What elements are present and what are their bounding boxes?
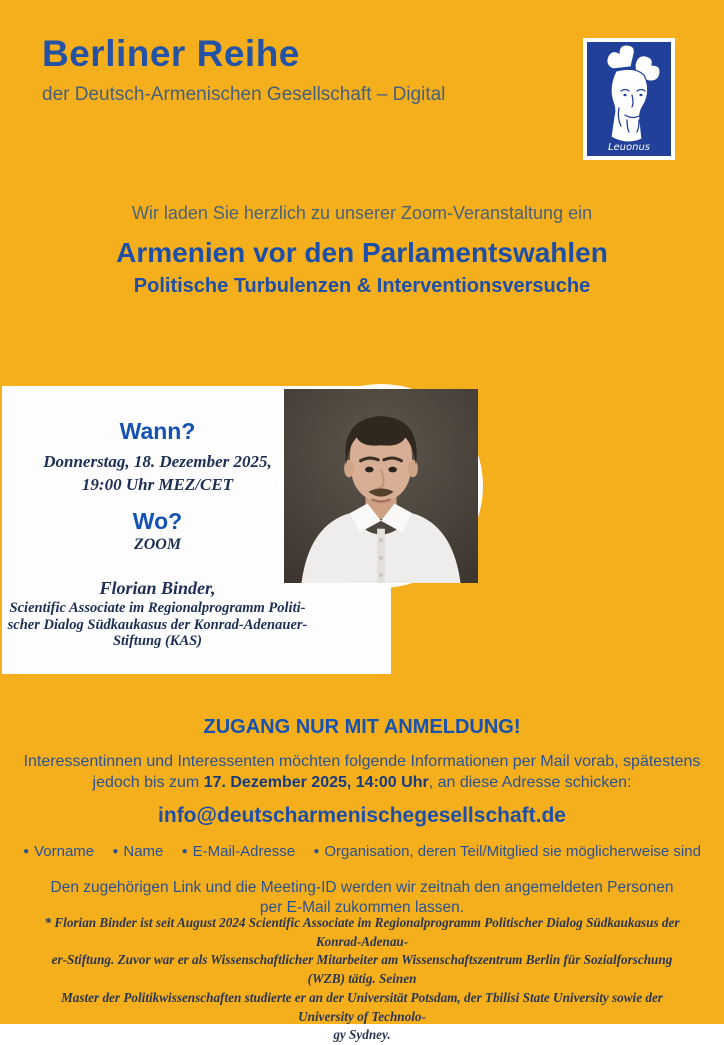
bullet-icon — [112, 843, 123, 860]
required-info-list — [0, 843, 724, 860]
speaker-portrait-image — [284, 389, 478, 583]
where-value: ZOOM — [133, 536, 182, 553]
footnote-line: gy Sydney. — [333, 1027, 391, 1043]
deadline-date: 17. Dezember 2025, 14:00 Uhr — [203, 774, 429, 792]
logo-caption: Leuonus — [607, 142, 651, 153]
registration-heading: ZUGANG NUR MIT ANMELDUNG! — [203, 716, 521, 738]
event-details — [5, 386, 310, 650]
event-title: Armenien vor den Parlamentswahlen — [116, 237, 608, 268]
bullet-label: Name — [123, 843, 164, 861]
footnote-line: * Florian Binder ist seit August 2024 Scientific Associate im Regionalprogramm Politischer Dialog Südkaukasus der Konrad-Adenau- — [44, 915, 680, 949]
list-item — [313, 843, 701, 860]
society-logo — [583, 38, 675, 160]
note-line1: Den zugehörigen Link und die Meeting-ID werden wir zeitnah den angemeldeten Personen — [50, 879, 674, 897]
speaker-role-line: scher Dialog Südkaukasus der Konrad-Adenauer- — [7, 616, 308, 633]
speaker-name: Florian Binder, — [99, 578, 216, 598]
deadline-suffix: , an diese Adresse schicken: — [428, 774, 632, 792]
deadline-prefix: jedoch bis zum — [92, 774, 204, 792]
series-title: Berliner Reihe — [42, 33, 300, 74]
registration-instructions — [0, 751, 724, 793]
when-label: Wann? — [119, 418, 196, 444]
bullet-icon — [23, 843, 34, 860]
bullet-icon — [313, 843, 324, 860]
event-subtitle: Politische Turbulenzen & Interventionsversuche — [133, 275, 591, 297]
speaker-role-line: Scientific Associate im Regionalprogramm Politi- — [9, 600, 306, 616]
footnote-line: Master der Politikwissenschaften studierte er an der Universität Potsdam, der Tbilisi State University sowie der University of Technolo- — [61, 989, 663, 1024]
header — [42, 34, 445, 106]
meeting-link-note — [0, 878, 724, 918]
when-time: 19:00 Uhr MEZ/CET — [81, 475, 234, 494]
registration-section — [0, 716, 724, 919]
registration-line1: Interessentinnen und Interessenten möchten folgende Informationen per Mail vorab, spätestens — [23, 753, 701, 770]
where-label: Wo? — [132, 508, 183, 534]
speaker-role-line: Stiftung (KAS) — [112, 633, 203, 649]
contact-email: info@deutscharmenischegesellschaft.de — [158, 804, 566, 828]
crowned-king-icon — [583, 38, 675, 160]
intro-section — [0, 203, 724, 298]
invite-line: Wir laden Sie herzlich zu unserer Zoom-Veranstaltung ein — [131, 203, 593, 223]
when-date: Donnerstag, 18. Dezember 2025, — [43, 452, 272, 471]
list-item — [112, 843, 163, 860]
speaker-bio-footnote — [40, 914, 684, 1045]
footnote-line: er-Stiftung. Zuvor war er als Wissenschaftlicher Mitarbeiter am Wissenschaftszentrum Berlin für Sozialforschung (WZB) tätig. Seinen — [51, 952, 673, 987]
list-item — [182, 843, 296, 860]
speaker-photo — [279, 384, 483, 588]
bullet-label: Organisation, deren Teil/Mitglied sie möglicherweise sind — [324, 843, 701, 861]
bullet-label: Vorname — [34, 843, 95, 861]
bullet-icon — [182, 843, 193, 860]
bullet-label: E-Mail-Adresse — [192, 843, 296, 861]
note-line2: per E-Mail zukommen lassen. — [259, 899, 465, 917]
list-item — [23, 843, 94, 860]
series-subtitle: der Deutsch-Armenischen Gesellschaft – Digital — [42, 83, 446, 105]
